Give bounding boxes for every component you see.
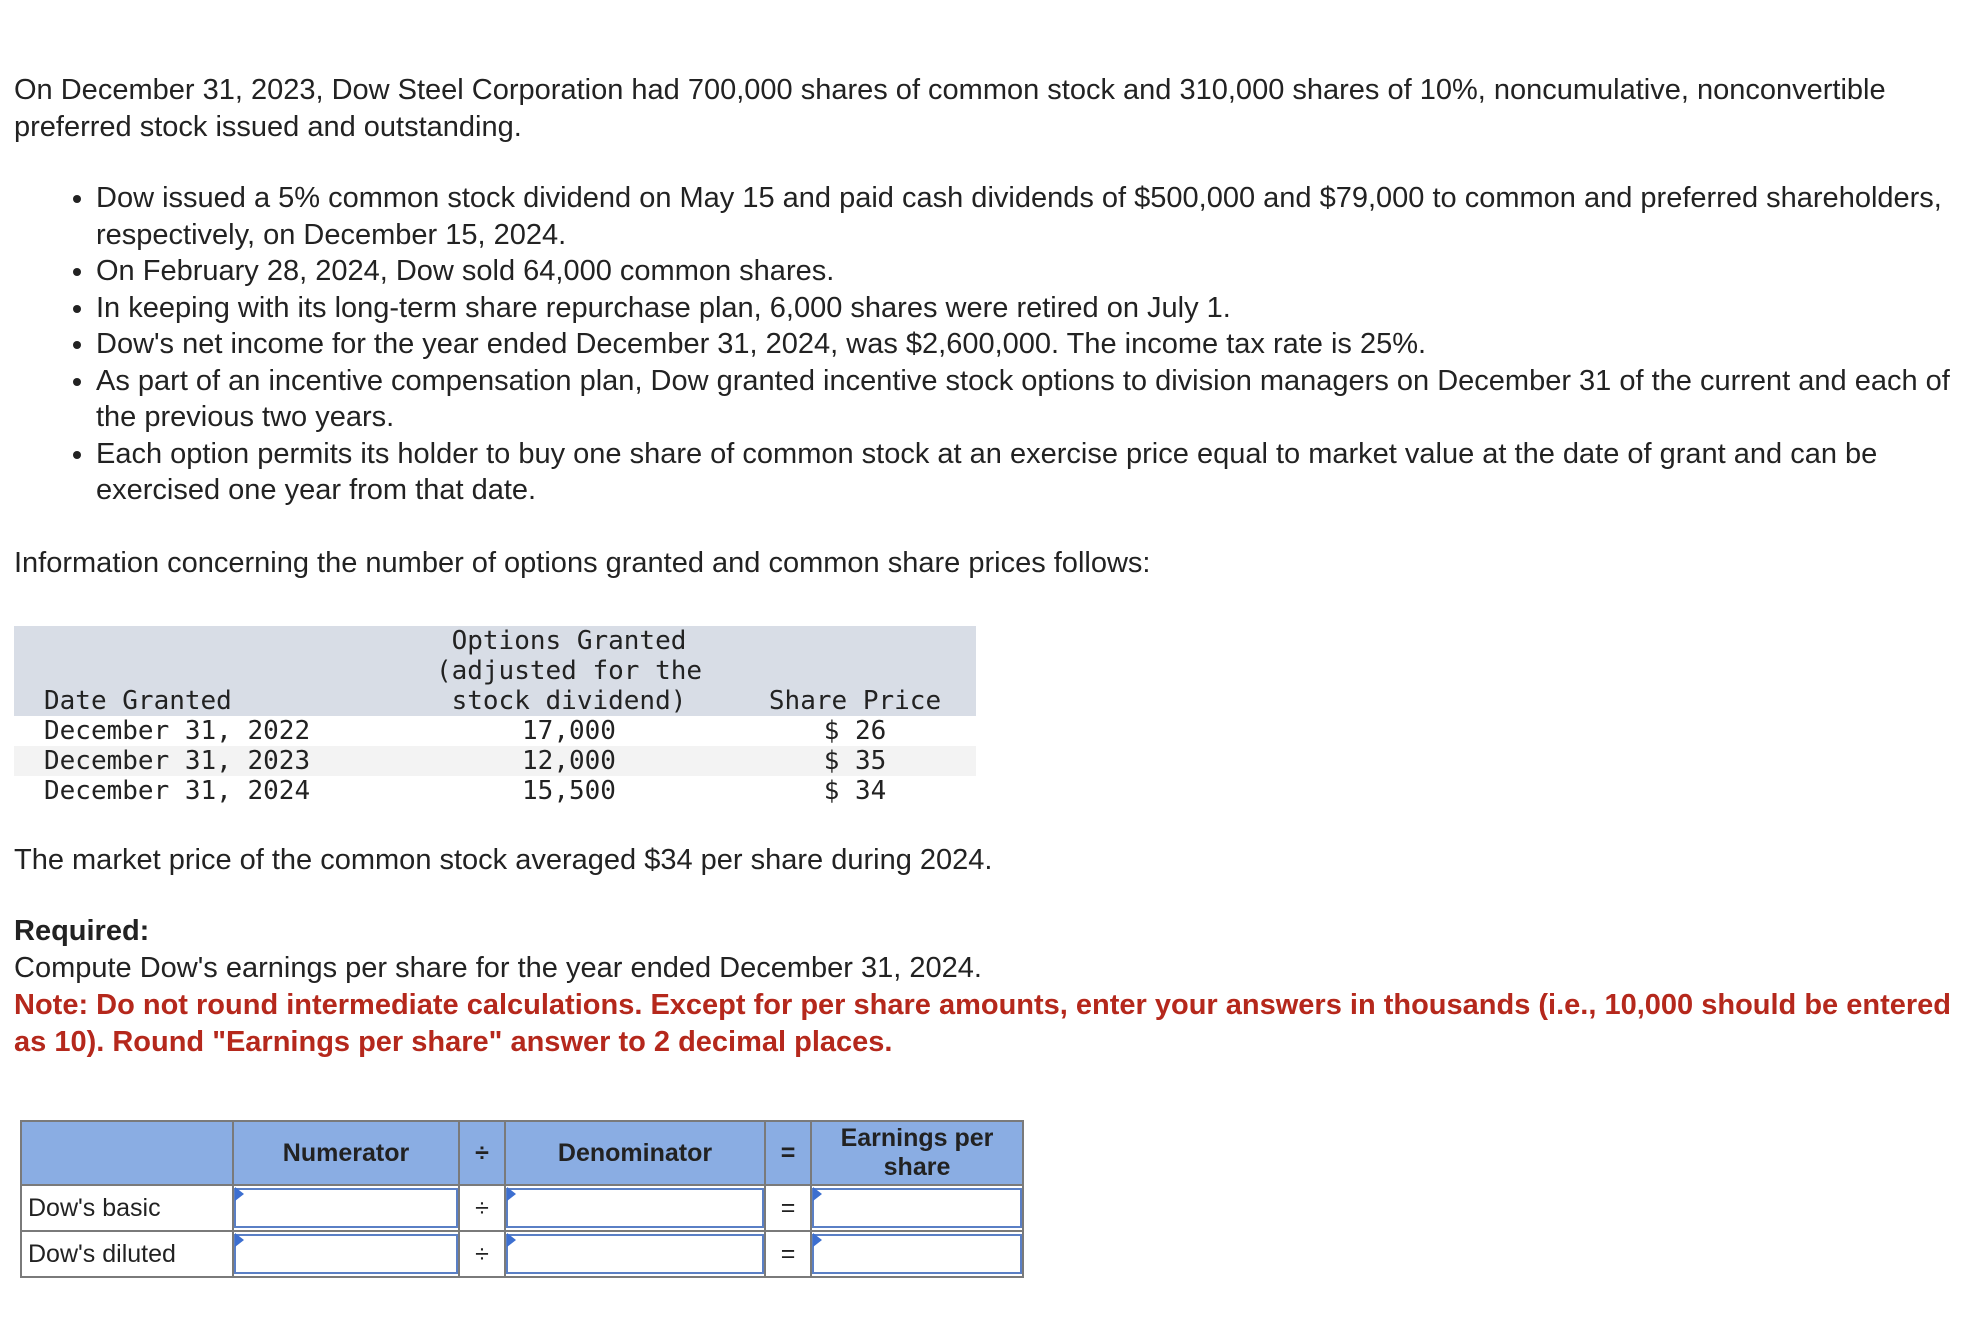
basic-eps-input[interactable] <box>812 1188 1022 1228</box>
diluted-eps-cell <box>811 1231 1023 1277</box>
cell-options: 17,000 <box>522 715 616 746</box>
cell-date: December 31, 2022 <box>44 715 311 746</box>
answer-row-diluted <box>21 1231 1023 1277</box>
basic-numerator-cell <box>233 1185 459 1231</box>
problem-content <box>14 72 1954 1061</box>
header-date-granted: Date Granted <box>14 626 404 716</box>
header-options-line3: stock dividend) <box>451 685 687 716</box>
divide-sign: ÷ <box>459 1231 505 1277</box>
diluted-eps-input[interactable] <box>812 1234 1022 1274</box>
answer-header-row <box>21 1121 1023 1185</box>
diluted-denominator-cell <box>505 1231 765 1277</box>
equals-sign: = <box>765 1231 811 1277</box>
header-denominator: Denominator <box>505 1121 765 1185</box>
table-row <box>14 746 976 776</box>
basic-eps-cell <box>811 1185 1023 1231</box>
required-title: Required: <box>14 914 150 947</box>
header-options-line1: Options Granted <box>451 625 687 656</box>
cell-date: December 31, 2024 <box>44 775 311 806</box>
row-label-diluted: Dow's diluted <box>21 1231 233 1277</box>
table-row <box>14 716 976 746</box>
basic-denominator-input[interactable] <box>506 1188 764 1228</box>
header-eps-line2: share <box>883 1153 951 1181</box>
input-marker-icon <box>813 1233 822 1247</box>
header-share-price: Share Price <box>734 626 976 716</box>
cell-price: $ 34 <box>823 775 887 806</box>
diluted-denominator-input[interactable] <box>506 1234 764 1274</box>
cell-date: December 31, 2023 <box>14 746 404 776</box>
options-table-header <box>14 626 976 716</box>
header-earnings-per-share <box>811 1121 1023 1185</box>
table-row <box>14 776 976 806</box>
options-table <box>14 626 976 806</box>
cell-options: 12,000 <box>404 746 734 776</box>
header-options-granted <box>404 626 734 716</box>
market-price-paragraph: The market price of the common stock averaged $34 per share during 2024. <box>14 843 993 876</box>
equals-sign: = <box>765 1185 811 1231</box>
info-paragraph: Information concerning the number of options granted and common share prices follows: <box>14 546 1151 579</box>
row-label-basic: Dow's basic <box>21 1185 233 1231</box>
cell-price: $ 35 <box>734 746 976 776</box>
header-numerator: Numerator <box>233 1121 459 1185</box>
input-marker-icon <box>507 1233 516 1247</box>
header-options-line2: (adjusted for the <box>435 655 703 686</box>
input-marker-icon <box>235 1233 244 1247</box>
cell-price: $ 26 <box>823 715 887 746</box>
input-marker-icon <box>813 1187 822 1201</box>
basic-numerator-input[interactable] <box>234 1188 458 1228</box>
list-item: • As part of an incentive compensation plan, Dow granted incentive stock options to division managers on December 31 of the current and each of the previous two years. <box>96 363 1954 436</box>
eps-answer-table <box>20 1120 1024 1278</box>
diluted-numerator-input[interactable] <box>234 1234 458 1274</box>
diluted-numerator-cell <box>233 1231 459 1277</box>
intro-paragraph: On December 31, 2023, Dow Steel Corporation had 700,000 shares of common stock and 310,000 shares of 10%, noncumulative, nonconvertible preferred stock issued and outstanding. <box>14 74 1886 143</box>
input-marker-icon <box>507 1187 516 1201</box>
facts-list <box>14 180 1954 509</box>
divide-sign: ÷ <box>459 1185 505 1231</box>
list-item: • Dow's net income for the year ended December 31, 2024, was $2,600,000. The income tax rate is 25%. <box>96 326 1954 363</box>
required-section <box>14 913 1954 1061</box>
cell-options: 15,500 <box>522 775 616 806</box>
list-item: • On February 28, 2024, Dow sold 64,000 common shares. <box>96 253 1954 290</box>
list-item: • Each option permits its holder to buy one share of common stock at an exercise price equal to market value at the date of grant and can be exercised one year from that date. <box>96 436 1954 509</box>
list-item: • In keeping with its long-term share repurchase plan, 6,000 shares were retired on July 1. <box>96 290 1954 327</box>
header-blank <box>21 1121 233 1185</box>
header-eps-line1: Earnings per <box>840 1124 994 1152</box>
note-text: Note: Do not round intermediate calculations. Except for per share amounts, enter your answers in thousands (i.e., 10,000 should be entered as 10). Round "Earnings per share" answer to 2 decimal places. <box>14 988 1951 1058</box>
header-divide-sign: ÷ <box>459 1121 505 1185</box>
answer-row-basic <box>21 1185 1023 1231</box>
list-item: • Dow issued a 5% common stock dividend on May 15 and paid cash dividends of $500,000 and $79,000 to common and preferred shareholders, respectively, on December 15, 2024. <box>96 180 1954 253</box>
basic-denominator-cell <box>505 1185 765 1231</box>
input-marker-icon <box>235 1187 244 1201</box>
required-text: Compute Dow's earnings per share for the year ended December 31, 2024. <box>14 951 982 984</box>
header-equals-sign: = <box>765 1121 811 1185</box>
